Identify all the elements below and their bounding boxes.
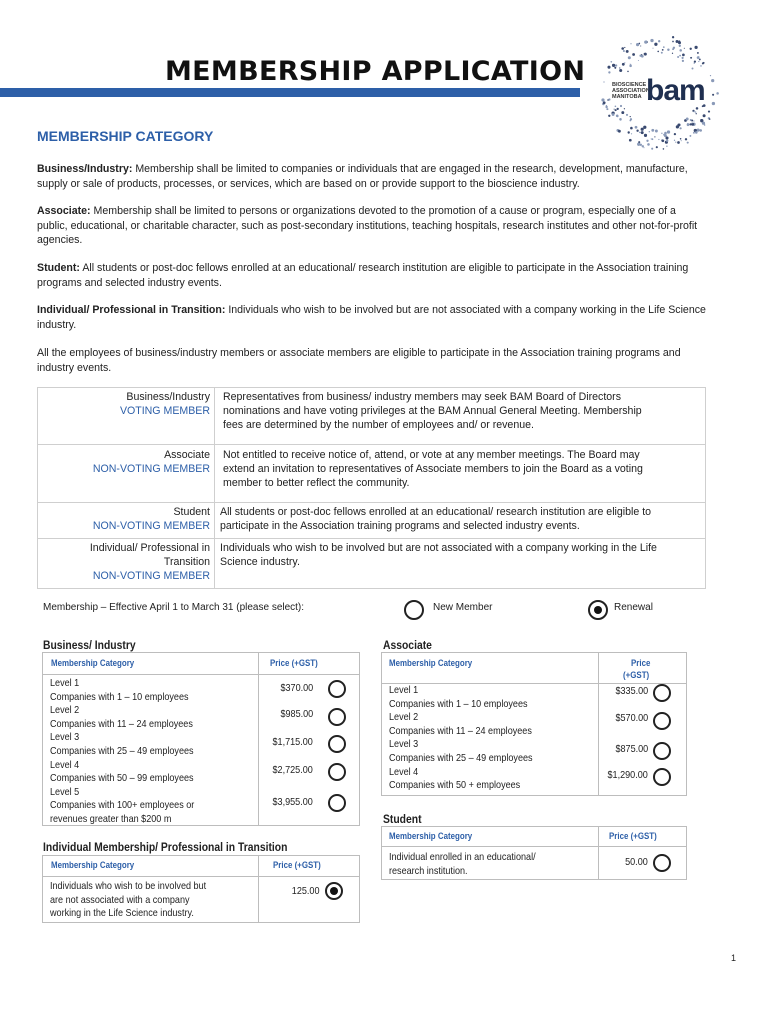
col-header-price: Price (+GST) <box>270 658 318 668</box>
logo-dot <box>690 48 692 50</box>
logo-dot <box>667 130 670 133</box>
logo-dot <box>629 139 632 142</box>
para-text: All the employees of business/industry members or associate members are eligible to participate in the Association training programs and industry events. <box>37 347 681 374</box>
logo-dot <box>636 130 638 132</box>
level-desc: Companies with 25 – 49 employees <box>389 752 533 764</box>
price-level-2: $570.00 <box>615 713 648 724</box>
logo-dot <box>637 143 640 146</box>
logo-dot <box>712 102 715 105</box>
col-header-category: Membership Category <box>51 658 135 668</box>
para-label: Business/Industry: <box>37 163 133 175</box>
logo-dot <box>641 55 644 58</box>
individual-heading: Individual Membership/ Professional in Transition <box>43 842 288 854</box>
logo-dot <box>606 105 607 106</box>
logo-dot <box>656 146 658 148</box>
logo-dot <box>686 118 689 121</box>
header-divider <box>43 876 359 877</box>
level-label: Level 1 <box>389 685 419 696</box>
logo-dot <box>638 60 639 61</box>
level-desc: Companies with 1 – 10 employees <box>389 698 528 710</box>
category-name <box>38 505 210 533</box>
associate-level-4-radio[interactable] <box>653 768 671 786</box>
logo-dot <box>628 56 631 59</box>
col-header-category: Membership Category <box>389 831 473 841</box>
category-name <box>38 390 210 418</box>
logo-dot <box>626 114 628 116</box>
column-divider <box>258 856 259 922</box>
logo-dot <box>666 140 668 142</box>
logo-dot <box>631 133 632 134</box>
renewal-radio[interactable] <box>588 600 608 620</box>
logo-dot <box>607 66 610 69</box>
logo-dot <box>649 131 650 132</box>
logo-line-3: MANITOBA <box>612 94 642 100</box>
column-divider <box>598 827 599 879</box>
table-row <box>38 502 705 538</box>
logo-dot <box>630 127 633 130</box>
logo-dot <box>680 138 682 140</box>
associate-heading: Associate <box>383 640 432 652</box>
category-description: Individuals who wish to be involved but are not associated with a company working in the Life Science industry. <box>220 542 657 568</box>
logo-dot <box>710 75 711 76</box>
logo-dot <box>693 111 694 112</box>
associate-category-list <box>389 684 533 793</box>
logo-dot <box>658 139 659 140</box>
para-text: Membership shall be limited to companies or individuals that are engaged in the research, development, manufacture, supply or sale of products, processes, or services, which are based on or provide support to the bioscience industry. <box>37 163 688 190</box>
logo-dot <box>663 46 665 48</box>
logo-dot <box>635 126 638 129</box>
price-level-3: $1,715.00 <box>272 737 313 748</box>
logo-dot <box>603 101 606 104</box>
associate-level-1-radio[interactable] <box>653 684 671 702</box>
logo-dot <box>682 60 684 62</box>
para-text: All students or post-doc fellows enrolled at an educational/ research institution are eligible to participate in the Association training programs and selected industry events. <box>37 262 689 289</box>
logo-dot <box>675 141 676 142</box>
category-line: research institution. <box>389 865 468 877</box>
renewal-label: Renewal <box>614 602 653 613</box>
section-heading: MEMBERSHIP CATEGORY <box>37 128 214 144</box>
logo-dot <box>696 113 697 114</box>
logo-dot <box>695 111 696 112</box>
logo-dot <box>697 56 700 59</box>
logo-dot <box>630 116 631 117</box>
logo-dot <box>608 115 610 117</box>
level-desc: Companies with 50 – 99 employees <box>50 773 194 785</box>
logo-dot <box>672 53 673 54</box>
logo-dot <box>665 136 668 139</box>
logo-dot <box>682 54 685 57</box>
category-description: Representatives from business/ industry members may seek BAM Board of Directors nominations and have voting privileges at the BAM Annual General Meeting. Membership fees are determined by the number of employees and/ or revenue. <box>223 391 642 431</box>
title-underline-bar <box>0 88 580 97</box>
paragraph-business <box>37 162 707 191</box>
student-heading: Student <box>383 814 422 826</box>
logo-dot <box>615 109 617 111</box>
logo-dot <box>666 146 667 147</box>
category-line: Individuals who wish to be involved but <box>50 881 207 892</box>
individual-price-table <box>42 855 360 923</box>
col-header-category: Membership Category <box>51 860 135 870</box>
page-title: MEMBERSHIP APPLICATION <box>165 56 586 87</box>
category-line: Individual enrolled in an educational/ <box>389 852 536 863</box>
logo-dot <box>681 140 682 141</box>
logo-dot <box>699 58 701 60</box>
logo-dot <box>614 67 616 69</box>
logo-dot <box>630 43 631 44</box>
logo-dot <box>629 65 632 68</box>
header-divider <box>43 674 359 675</box>
logo-dot <box>703 62 705 64</box>
vote-status: VOTING MEMBER <box>119 405 210 417</box>
logo-dot <box>608 71 610 73</box>
logo-dot <box>619 118 622 121</box>
business-heading: Business/ Industry <box>43 640 136 652</box>
col-header-price: Price (+GST) <box>609 831 657 841</box>
logo-dot <box>624 62 625 63</box>
logo-dot <box>700 65 702 67</box>
logo-dot <box>632 53 635 56</box>
level-desc: Companies with 11 – 24 employees <box>50 718 193 730</box>
category-label: Business/Industry <box>126 391 210 403</box>
category-table <box>37 387 706 589</box>
category-name <box>38 541 210 583</box>
column-divider <box>598 653 599 795</box>
logo-dot <box>679 127 681 129</box>
level-label: Level 3 <box>50 732 80 744</box>
category-description: Not entitled to receive notice of, attend, or vote at any member meetings. The Board may extend an invitation to representatives of Associate members to join the Board as a voting member to better reflect the community. <box>223 449 643 489</box>
logo-dot <box>693 132 695 134</box>
level-label: Level 3 <box>389 739 419 751</box>
paragraph-student <box>37 261 707 290</box>
new-member-label: New Member <box>433 602 493 613</box>
price-level-3: $875.00 <box>615 744 648 755</box>
logo-dot <box>694 62 696 64</box>
logo-dot <box>624 47 625 48</box>
logo-dot <box>672 36 674 38</box>
category-line: working in the Life Science industry. <box>50 908 194 920</box>
logo-dot <box>690 57 692 59</box>
logo-dot <box>646 140 648 142</box>
logo-dot <box>642 145 644 147</box>
logo-dot <box>629 119 631 121</box>
logo-line-1: BIOSCIENCE <box>612 82 647 88</box>
level-desc: Companies with 50 + employees <box>389 780 521 792</box>
vote-status: NON-VOTING MEMBER <box>92 520 210 532</box>
price-level-1: $370.00 <box>280 683 313 694</box>
logo-dot <box>689 123 691 125</box>
logo-dot <box>651 129 654 132</box>
logo-dot <box>623 50 625 52</box>
business-level-2-radio[interactable] <box>328 708 346 726</box>
logo-dot <box>674 133 676 135</box>
logo-dot <box>624 108 625 109</box>
associate-level-3-radio[interactable] <box>653 742 671 760</box>
para-label: Student: <box>37 262 80 274</box>
category-label: Individual/ Professional in Transition <box>89 542 210 568</box>
logo-dot <box>617 116 619 118</box>
paragraph-employees <box>37 346 707 375</box>
column-divider <box>258 653 259 825</box>
logo-dot <box>622 63 625 66</box>
logo-dot <box>677 141 680 144</box>
category-description: All students or post-doc fellows enrolled at an educational/ research institution are eligible to participate in the Association training programs and selected industry events. <box>220 506 652 532</box>
price-level-4: $2,725.00 <box>272 765 313 776</box>
student-radio[interactable] <box>653 854 671 872</box>
logo-dot <box>658 40 660 42</box>
logo-dot <box>606 108 608 110</box>
logo-dot <box>711 79 714 82</box>
logo-dot <box>603 81 604 82</box>
logo-dot <box>663 148 665 150</box>
paragraph-associate <box>37 204 707 248</box>
logo-dot <box>662 139 665 142</box>
logo-dot <box>655 130 658 133</box>
logo-dot <box>694 46 697 49</box>
col-header-price: Price <box>631 658 651 668</box>
logo-dot <box>651 138 653 140</box>
logo-line-2: ASSOCIATION <box>612 88 650 94</box>
logo-dot <box>704 124 706 126</box>
category-name <box>38 448 210 476</box>
logo-dot <box>652 48 653 49</box>
logo-dot <box>615 105 617 107</box>
level-label: Level 1 <box>50 678 80 689</box>
vote-status: NON-VOTING MEMBER <box>92 463 210 475</box>
paragraph-individual <box>37 303 707 332</box>
category-line: are not associated with a company <box>50 894 190 906</box>
level-label: Level 4 <box>389 766 419 778</box>
para-text: Membership shall be limited to persons or organizations devoted to the promotion of a cause or program, especially one of a public, educational, or charitable character, such as post-secondary institutions, teaching hospitals, research institutes and other not-for-profit agencies. <box>37 205 698 246</box>
level-desc: revenues greater than $200 m <box>50 813 172 825</box>
logo-dot <box>644 53 647 56</box>
logo-dot <box>617 108 619 110</box>
logo-dot <box>639 132 641 134</box>
logo-dot <box>692 122 693 123</box>
logo-dot <box>689 135 691 137</box>
logo-dot <box>626 50 629 53</box>
logo-dot <box>667 48 669 50</box>
logo-dot <box>662 49 664 51</box>
logo-dot <box>621 47 624 50</box>
logo-dot <box>661 52 663 54</box>
logo-dot <box>630 64 631 65</box>
logo-dot <box>615 64 617 66</box>
logo-dot <box>674 140 675 141</box>
business-level-4-radio[interactable] <box>328 763 346 781</box>
student-category-list <box>389 851 536 878</box>
level-label: Level 4 <box>50 759 80 771</box>
logo-dot <box>693 120 694 121</box>
logo-dot <box>697 52 699 54</box>
logo-dot <box>685 138 687 140</box>
individual-price: 125.00 <box>291 886 319 897</box>
level-desc: Companies with 100+ employees or <box>50 800 195 812</box>
logo-dot <box>650 39 653 42</box>
new-member-radio[interactable] <box>404 600 424 620</box>
logo-dot <box>682 57 684 59</box>
logo-dot <box>690 119 692 121</box>
price-level-1: $335.00 <box>615 686 648 697</box>
logo-dot <box>618 130 621 133</box>
business-level-5-radio[interactable] <box>328 794 346 812</box>
col-header-price: Price (+GST) <box>273 860 321 870</box>
logo-dot <box>644 134 647 137</box>
table-row <box>38 388 705 444</box>
para-text: Individuals who wish to be involved but are not associated with a company working in the Life Science industry. <box>37 304 706 331</box>
logo-dot <box>697 129 700 132</box>
logo-dot <box>679 45 681 47</box>
logo-dot <box>640 45 641 46</box>
level-desc: Companies with 25 – 49 employees <box>50 745 194 757</box>
business-category-list <box>50 677 194 827</box>
para-label: Associate: <box>37 205 91 217</box>
logo-dot <box>620 105 622 107</box>
logo-dot <box>699 129 702 132</box>
business-price-table <box>42 652 360 826</box>
logo-dot <box>695 131 698 134</box>
logo-small-text <box>612 82 650 100</box>
logo-dot <box>698 61 699 62</box>
para-label: Individual/ Professional in Transition: <box>37 304 226 316</box>
logo-dot <box>614 109 615 110</box>
logo-dot <box>672 41 674 43</box>
logo-dot <box>627 71 629 73</box>
table-row <box>38 538 705 590</box>
page-number: 1 <box>731 953 737 963</box>
header-divider <box>382 846 686 847</box>
logo-dot <box>679 49 682 52</box>
price-level-4: $1,290.00 <box>607 770 648 781</box>
price-level-5: $3,955.00 <box>272 797 313 808</box>
logo-dot <box>679 55 681 57</box>
logo-dot <box>663 134 665 136</box>
logo-dot <box>687 142 689 144</box>
associate-level-2-radio[interactable] <box>653 712 671 730</box>
logo-dot <box>621 111 624 114</box>
logo-dot <box>643 126 646 129</box>
logo-dot <box>657 51 659 53</box>
logo-dot <box>601 98 604 101</box>
logo-dot <box>677 56 679 58</box>
logo-dot <box>684 48 685 49</box>
business-level-1-radio[interactable] <box>328 680 346 698</box>
logo-dot <box>612 113 615 116</box>
col-header-category: Membership Category <box>389 658 473 668</box>
category-label: Associate <box>164 449 210 461</box>
logo-dot <box>619 69 622 72</box>
logo-dot <box>676 40 679 43</box>
logo-dot <box>673 47 675 49</box>
price-level-2: $985.00 <box>280 709 313 720</box>
logo-dot <box>716 92 719 95</box>
level-label: Level 2 <box>389 712 419 724</box>
logo-dot <box>687 123 690 126</box>
logo-dot <box>654 43 657 46</box>
category-label: Student <box>173 506 210 518</box>
business-level-3-radio[interactable] <box>328 735 346 753</box>
logo-dot <box>692 68 694 70</box>
logo-wordmark: bam <box>646 74 705 107</box>
logo-dot <box>677 123 680 126</box>
individual-category-list <box>50 880 206 921</box>
table-row <box>38 444 705 502</box>
level-desc: Companies with 11 – 24 employees <box>389 725 532 737</box>
logo-dot <box>703 114 706 117</box>
logo-dot <box>678 40 680 42</box>
logo-dot <box>708 111 710 113</box>
membership-effective-label: Membership – Effective April 1 to March 31 (please select): <box>43 602 305 613</box>
logo-dot <box>651 148 653 150</box>
logo-dot <box>641 131 644 134</box>
vote-status: NON-VOTING MEMBER <box>92 570 210 582</box>
logo-dot <box>712 94 714 96</box>
logo-dot <box>628 131 630 133</box>
level-desc: Companies with 1 – 10 employees <box>50 691 189 703</box>
logo-dot <box>661 133 662 134</box>
logo-dot <box>641 128 644 131</box>
col-header-price-gst: (+GST) <box>623 670 650 680</box>
logo-dot <box>643 147 644 148</box>
individual-radio[interactable] <box>325 882 343 900</box>
logo-dot <box>647 143 650 146</box>
logo-dot <box>636 43 639 46</box>
level-label: Level 5 <box>50 786 80 798</box>
logo-dot <box>709 118 711 120</box>
logo-dot <box>619 67 620 68</box>
logo-dot <box>610 61 612 63</box>
level-label: Level 2 <box>50 705 80 717</box>
logo-dot <box>647 42 648 43</box>
associate-price-table <box>381 652 687 796</box>
student-price-table <box>381 826 687 880</box>
logo-dot <box>612 64 615 67</box>
logo-dot <box>608 98 610 100</box>
logo-dot <box>654 136 655 137</box>
student-price: 50.00 <box>625 857 648 868</box>
